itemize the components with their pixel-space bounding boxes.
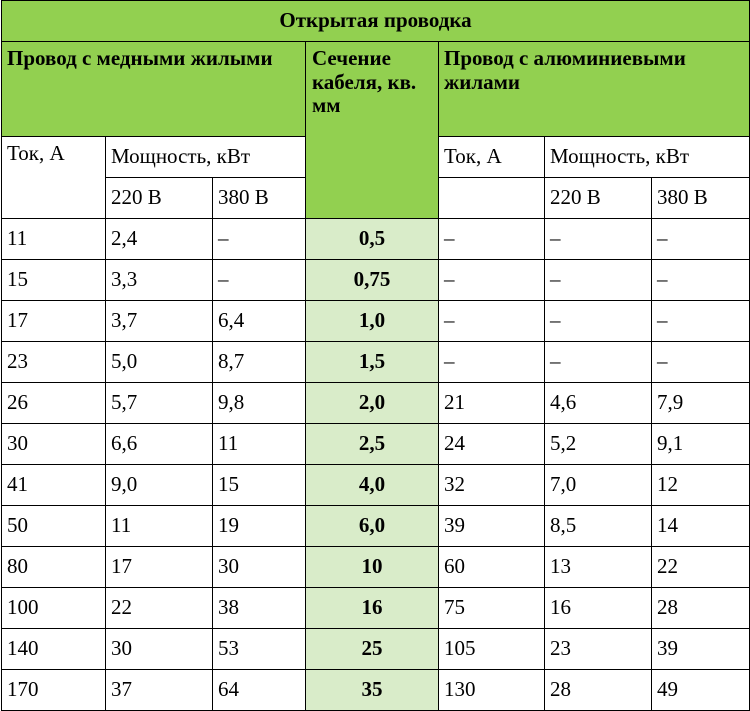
copper-220-header: 220 В — [106, 178, 213, 219]
table-row — [2, 670, 750, 711]
aluminum-header: Провод с алюминиевыми жилами — [439, 42, 750, 137]
copper-power-header: Мощность, кВт — [106, 137, 306, 178]
aluminum-380-cell: 39 — [652, 629, 750, 670]
table-row — [2, 506, 750, 547]
aluminum-380-cell: 22 — [652, 547, 750, 588]
section-cell: 25 — [306, 629, 439, 670]
copper-380-cell: 6,4 — [213, 301, 306, 342]
copper-220-cell: 9,0 — [106, 465, 213, 506]
table-row — [2, 342, 750, 383]
copper-220-cell: 11 — [106, 506, 213, 547]
aluminum-220-cell: 28 — [545, 670, 652, 711]
aluminum-380-cell: 7,9 — [652, 383, 750, 424]
table-row — [2, 260, 750, 301]
table-row — [2, 588, 750, 629]
aluminum-220-cell: 4,6 — [545, 383, 652, 424]
copper-current-cell: 170 — [2, 670, 106, 711]
copper-220-cell: 17 — [106, 547, 213, 588]
aluminum-380-cell: – — [652, 342, 750, 383]
aluminum-current-cell: – — [439, 301, 545, 342]
table-row — [2, 301, 750, 342]
copper-380-cell: 11 — [213, 424, 306, 465]
copper-current-cell: 50 — [2, 506, 106, 547]
copper-current-cell: 15 — [2, 260, 106, 301]
aluminum-current-blank — [439, 178, 545, 219]
copper-380-cell: 30 — [213, 547, 306, 588]
copper-380-cell: 15 — [213, 465, 306, 506]
copper-current-cell: 26 — [2, 383, 106, 424]
aluminum-220-cell: 8,5 — [545, 506, 652, 547]
copper-380-cell: 64 — [213, 670, 306, 711]
copper-220-cell: 2,4 — [106, 219, 213, 260]
table-row — [2, 547, 750, 588]
aluminum-current-cell: – — [439, 219, 545, 260]
table-title: Открытая проводка — [2, 1, 750, 42]
section-cell: 35 — [306, 670, 439, 711]
aluminum-current-header: Ток, А — [439, 137, 545, 178]
copper-220-cell: 30 — [106, 629, 213, 670]
section-header: Сечение кабеля, кв. мм — [306, 42, 439, 219]
aluminum-220-cell: 16 — [545, 588, 652, 629]
section-cell: 2,0 — [306, 383, 439, 424]
copper-current-cell: 100 — [2, 588, 106, 629]
copper-380-cell: 38 — [213, 588, 306, 629]
copper-header: Провод с медными жилыми — [2, 42, 306, 137]
section-cell: 6,0 — [306, 506, 439, 547]
aluminum-380-cell: – — [652, 219, 750, 260]
copper-220-cell: 22 — [106, 588, 213, 629]
section-cell: 1,0 — [306, 301, 439, 342]
copper-220-cell: 37 — [106, 670, 213, 711]
aluminum-220-cell: 23 — [545, 629, 652, 670]
aluminum-current-cell: 39 — [439, 506, 545, 547]
aluminum-220-cell: – — [545, 219, 652, 260]
copper-380-cell: 19 — [213, 506, 306, 547]
aluminum-380-cell: 49 — [652, 670, 750, 711]
copper-220-cell: 5,0 — [106, 342, 213, 383]
copper-current-cell: 80 — [2, 547, 106, 588]
aluminum-380-cell: 12 — [652, 465, 750, 506]
copper-380-header: 380 В — [213, 178, 306, 219]
copper-current-cell: 23 — [2, 342, 106, 383]
aluminum-220-cell: – — [545, 260, 652, 301]
aluminum-current-cell: 130 — [439, 670, 545, 711]
copper-current-cell: 30 — [2, 424, 106, 465]
copper-380-cell: 9,8 — [213, 383, 306, 424]
copper-220-cell: 3,3 — [106, 260, 213, 301]
section-cell: 2,5 — [306, 424, 439, 465]
aluminum-220-cell: 5,2 — [545, 424, 652, 465]
aluminum-220-header: 220 В — [545, 178, 652, 219]
copper-380-cell: – — [213, 219, 306, 260]
aluminum-380-cell: 9,1 — [652, 424, 750, 465]
aluminum-220-cell: 7,0 — [545, 465, 652, 506]
copper-current-cell: 17 — [2, 301, 106, 342]
section-cell: 10 — [306, 547, 439, 588]
section-cell: 0,5 — [306, 219, 439, 260]
table-row — [2, 629, 750, 670]
aluminum-current-cell: – — [439, 260, 545, 301]
aluminum-current-cell: 24 — [439, 424, 545, 465]
copper-220-cell: 6,6 — [106, 424, 213, 465]
aluminum-current-cell: 60 — [439, 547, 545, 588]
aluminum-380-header: 380 В — [652, 178, 750, 219]
aluminum-220-cell: – — [545, 301, 652, 342]
aluminum-380-cell: – — [652, 301, 750, 342]
section-cell: 4,0 — [306, 465, 439, 506]
aluminum-current-cell: 21 — [439, 383, 545, 424]
table-row — [2, 383, 750, 424]
aluminum-current-cell: 32 — [439, 465, 545, 506]
section-cell: 16 — [306, 588, 439, 629]
copper-380-cell: 53 — [213, 629, 306, 670]
copper-current-cell: 140 — [2, 629, 106, 670]
table-row — [2, 465, 750, 506]
copper-current-cell: 11 — [2, 219, 106, 260]
aluminum-220-cell: – — [545, 342, 652, 383]
copper-current-header: Ток, А — [2, 137, 106, 219]
table-row — [2, 424, 750, 465]
aluminum-power-header: Мощность, кВт — [545, 137, 750, 178]
aluminum-380-cell: – — [652, 260, 750, 301]
section-cell: 0,75 — [306, 260, 439, 301]
copper-220-cell: 5,7 — [106, 383, 213, 424]
aluminum-current-cell: – — [439, 342, 545, 383]
wiring-table — [1, 0, 750, 711]
copper-220-cell: 3,7 — [106, 301, 213, 342]
aluminum-380-cell: 28 — [652, 588, 750, 629]
copper-current-cell: 41 — [2, 465, 106, 506]
aluminum-current-cell: 105 — [439, 629, 545, 670]
aluminum-380-cell: 14 — [652, 506, 750, 547]
copper-380-cell: – — [213, 260, 306, 301]
aluminum-220-cell: 13 — [545, 547, 652, 588]
table-row — [2, 219, 750, 260]
section-cell: 1,5 — [306, 342, 439, 383]
copper-380-cell: 8,7 — [213, 342, 306, 383]
aluminum-current-cell: 75 — [439, 588, 545, 629]
